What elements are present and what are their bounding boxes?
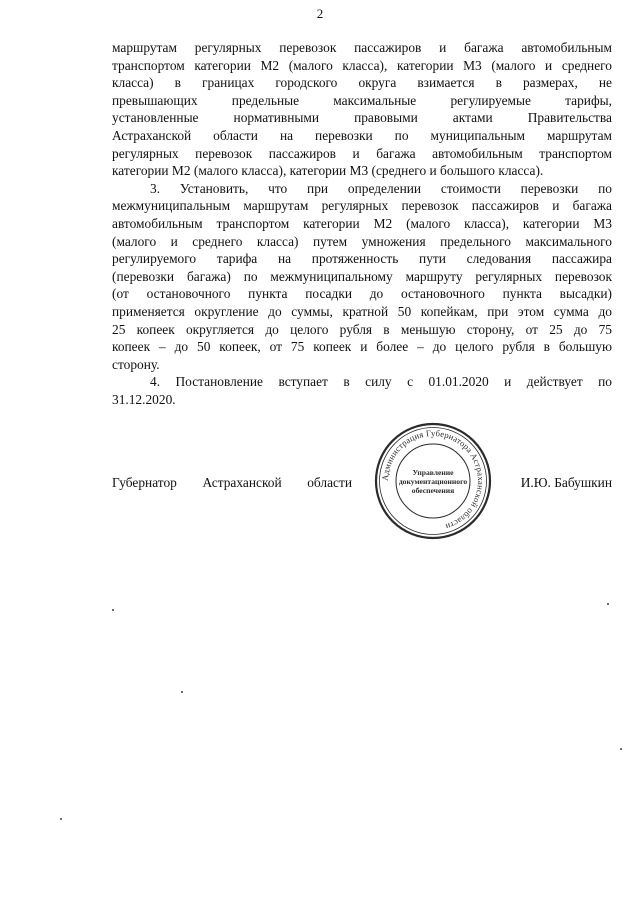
paragraph-3-line: автомобильным транспортом категории М2 (малого класса), категории М3: [112, 215, 612, 231]
stamp-seal-graphic: [372, 420, 494, 542]
paragraph-3-line: (перевозки багажа) по межмуниципальному маршруту регулярных перевозок: [112, 268, 612, 284]
stamp-inner-line-2: документационного: [398, 477, 468, 486]
scan-speck: [181, 691, 183, 693]
scan-speck: [112, 609, 114, 611]
paragraph-3-line: регулируемого тарифа на протяженность пути следования пассажира: [112, 251, 612, 267]
stamp-inner-line-3: обеспечения: [411, 486, 455, 495]
body-line: регулярных перевозок пассажиров и багажа автомобильным транспортом: [112, 145, 612, 161]
paragraph-3-line: межмуниципальным маршрутам регулярных перевозок пассажиров и багажа: [112, 198, 612, 214]
body-line: установленные нормативными правовыми актами Правительства: [112, 110, 612, 126]
paragraph-4-line: 31.12.2020.: [112, 391, 176, 407]
paragraph-3-line: 3. Установить, что при определении стоимости перевозки по: [150, 180, 612, 196]
body-line: маршрутам регулярных перевозок пассажиров и багажа автомобильным: [112, 40, 612, 55]
paragraph-3-line: сторону.: [112, 356, 160, 372]
document-body: [112, 39, 612, 408]
official-stamp: [372, 420, 494, 542]
signatory-name: И.Ю. Бабушкин: [520, 475, 612, 490]
paragraph-3-line: (малого и среднего класса) путем умножения предельного максимального: [112, 233, 612, 249]
stamp-inner-line-1: Управление: [412, 468, 454, 477]
paragraph-3-line: применяется округление до суммы, кратной 50 копейкам, при этом сумма до: [112, 303, 612, 319]
paragraph-4-line: 4. Постановление вступает в силу с 01.01.2020 и действует по: [150, 374, 612, 390]
scan-speck: [620, 748, 622, 750]
scan-speck: [60, 818, 62, 820]
body-line: транспортом категории М2 (малого класса), категории М3 (малого и среднего: [112, 57, 612, 73]
paragraph-3-line: (от остановочного пункта посадки до остановочного пункта высадки): [112, 286, 612, 302]
paragraph-3-line: 25 копеек округляется до целого рубля в меньшую сторону, от 25 до 75: [112, 321, 612, 337]
body-line: Астраханской области на перевозки по муниципальным маршрутам: [112, 127, 612, 143]
body-line: класса) в границах городского округа взимается в размерах, не: [112, 75, 612, 91]
stamp-outer-text: Администрация Губернатора Астраханской области: [379, 427, 487, 533]
paragraph-3-line: копеек – до 50 копеек, от 75 копеек и более – до целого рубля в большую: [112, 339, 612, 355]
page-number: 2: [316, 6, 324, 21]
body-line: превышающих предельные максимальные регулируемые тарифы,: [112, 92, 612, 108]
body-line: категории М2 (малого класса), категории М3 (среднего и большого класса).: [112, 163, 544, 179]
scan-speck: [607, 603, 609, 605]
signatory-title: Губернатор Астраханской области: [112, 475, 352, 490]
